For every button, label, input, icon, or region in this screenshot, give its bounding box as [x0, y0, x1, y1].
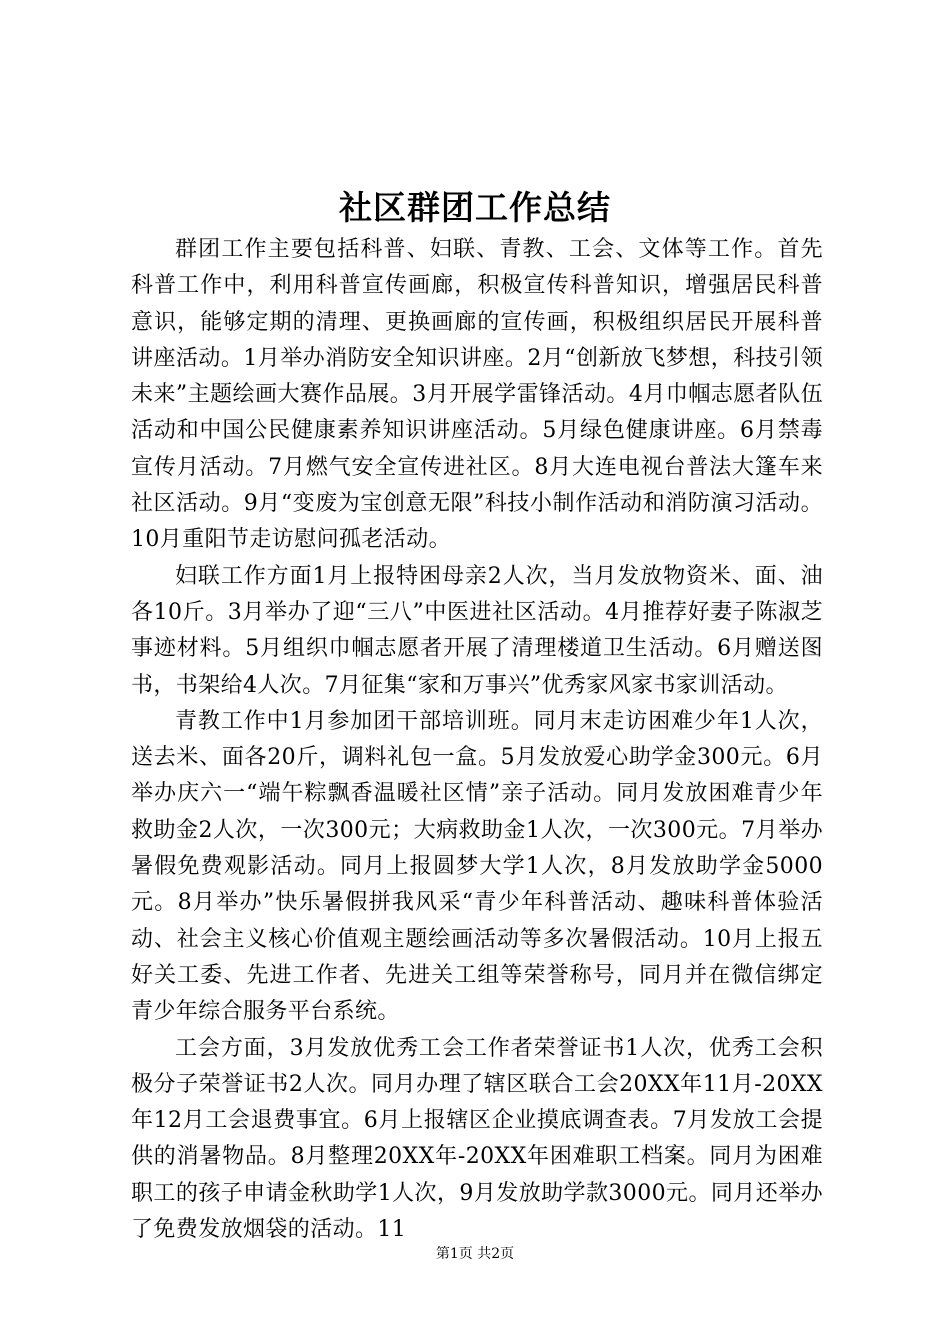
paragraph-trade-union: 工会方面，3月发放优秀工会工作者荣誉证书1人次，优秀工会积极分子荣誉证书2人次。同月办理了辖区联合工会20XX年11月-20XX年12月工会退费事宜。6月上报辖区企业摸底调查表。7月发放工会提供的消暑物品。8月整理20XX年-20XX年困难职工档案。同月为困难职工的孩子申请金秋助学1人次，9月发放助学款3000元。同月还举办了免费发放烟袋的活动。11 [131, 1035, 823, 1243]
paragraph-womens-federation: 妇联工作方面1月上报特困母亲2人次，当月发放物资米、面、油各10斤。3月举办了迎“三八”中医进社区活动。4月推荐好妻子陈淑芝事迹材料。5月组织巾帼志愿者开展了清理楼道卫生活动。6月赠送图书，书架给4人次。7月征集“家和万事兴”优秀家风家书家训活动。 [131, 563, 823, 698]
paragraph-youth-education: 青教工作中1月参加团干部培训班。同月末走访困难少年1人次，送去米、面各20斤，调料礼包一盒。5月发放爱心助学金300元。6月举办庆六一“端午粽飘香温暖社区情”亲子活动。同月发放困难青少年救助金2人次，一次300元；大病救助金1人次，一次300元。7月举办暑假免费观影活动。同月上报圆梦大学1人次，8月发放助学金5000元。8月举办”快乐暑假拼我风采“青少年科普活动、趣味科普体验活动、社会主义核心价值观主题绘画活动等多次暑假活动。10月上报五好关工委、先进工作者、先进关工组等荣誉称号，同月并在微信绑定青少年综合服务平台系统。 [131, 708, 823, 1025]
paragraph-science: 群团工作主要包括科普、妇联、青教、工会、文体等工作。首先科普工作中，利用科普宣传画廊，积极宣传科普知识，增强居民科普意识，能够定期的清理、更换画廊的宣传画，积极组织居民开展科普讲座活动。1月举办消防安全知识讲座。2月“创新放飞梦想，科技引领未来”主题绘画大赛作品展。3月开展学雷锋活动。4月巾帼志愿者队伍活动和中国公民健康素养知识讲座活动。5月绿色健康讲座。6月禁毒宣传月活动。7月燃气安全宣传进社区。8月大连电视台普法大篷车来社区活动。9月“变废为宝创意无限”科技小制作活动和消防演习活动。10月重阳节走访慰问孤老活动。 [131, 237, 823, 553]
page-number-footer: 第1页 共2页 [435, 1246, 515, 1262]
document-title: 社区群团工作总结 [339, 188, 611, 227]
document-body [131, 232, 823, 1248]
